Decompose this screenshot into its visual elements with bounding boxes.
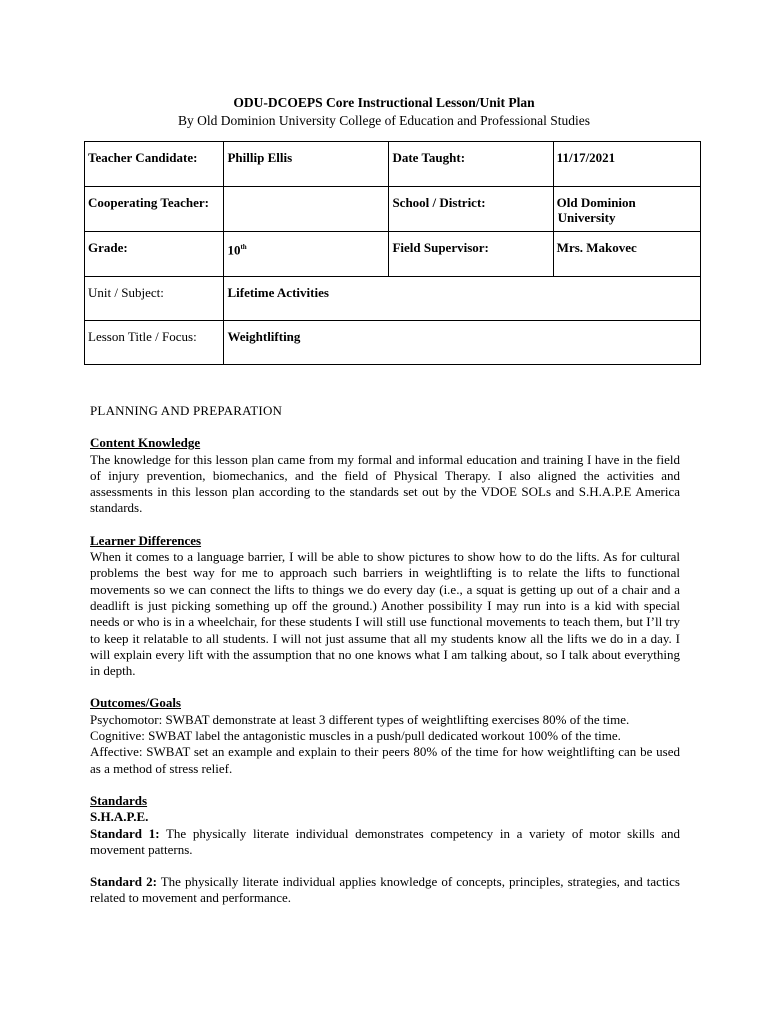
teacher-candidate-label: Teacher Candidate: [85, 142, 224, 187]
learner-differences-heading: Learner Differences [90, 532, 202, 548]
school-value-line2: University [557, 210, 616, 225]
grade-number: 10 [227, 242, 241, 258]
standard-1-text: The physically literate individual demonstrates competency in a variety of motor skills and movement patterns. [90, 825, 680, 857]
standard-1-label: Standard 1: [90, 825, 160, 841]
table-row [85, 277, 701, 321]
standard-2 [90, 874, 680, 907]
grade-suffix: th [240, 243, 247, 251]
plan-body [90, 403, 680, 907]
table-row [85, 187, 701, 232]
lesson-title-label: Lesson Title / Focus: [85, 321, 224, 365]
school-value-line1: Old Dominion [556, 195, 636, 210]
table-row [85, 142, 701, 187]
lesson-title-value: Weightlifting [224, 321, 701, 365]
standards-heading: Standards [90, 792, 148, 808]
table-row [85, 232, 701, 277]
teacher-candidate-value: Phillip Ellis [224, 142, 389, 187]
learner-differences-text: When it comes to a language barrier, I will be able to show pictures to show how to do the lifts. As for cultural problems the best way for me to approach such barriers in weightlifting is to relate the lifts to functional movements so we can connect the lifts to things we do every day (i.e., a squat is getting up out of a chair and a deadlift is just picking something up off the ground.) Another possibility I may run into is a kid with special needs or who is in a wheelchair, for these students I will still use functional movements to teach them, but I’ll try to keep it relatable to all students. I will not just assume that all my students know all the lifts we do in a day. I will explain every lift with the assumption that no one knows what I am talking about, so I talk about everything in depth. [90, 549, 680, 679]
outcomes-heading: Outcomes/Goals [90, 695, 181, 711]
standard-2-text: The physically literate individual applies knowledge of concepts, principles, strategies, and tactics related to movement and performance. [90, 874, 680, 906]
date-taught-label: Date Taught: [389, 142, 553, 187]
field-supervisor-label: Field Supervisor: [389, 232, 553, 277]
grade-value [224, 232, 389, 277]
lesson-info-table [84, 141, 701, 365]
content-knowledge-text: The knowledge for this lesson plan came from my formal and informal education and training I have in the field of injury prevention, biomechanics, and the field of Physical Therapy. I also aligned the activities and assessments in this lesson plan according to the standards set out by the VDOE SOLs and S.H.A.P.E America standards. [90, 451, 680, 516]
cooperating-teacher-value [224, 187, 389, 232]
school-district-value [553, 187, 700, 232]
cooperating-teacher-label: Cooperating Teacher: [85, 187, 224, 232]
table-row [85, 321, 701, 365]
standard-1 [90, 826, 680, 859]
planning-heading: PLANNING AND PREPARATION [90, 403, 283, 418]
standards-subheading: S.H.A.P.E. [90, 809, 149, 825]
unit-subject-value: Lifetime Activities [224, 277, 701, 321]
outcome-affective: Affective: SWBAT set an example and explain to their peers 80% of the time for how weightlifting can be used as a method of stress relief. [90, 744, 680, 776]
outcome-cognitive: Cognitive: SWBAT label the antagonistic muscles in a push/pull dedicated workout 100% of the time. [90, 728, 621, 744]
date-taught-value: 11/17/2021 [553, 142, 700, 187]
standard-2-label: Standard 2: [90, 874, 157, 890]
document-subtitle: By Old Dominion University College of Education and Professional Studies [177, 113, 591, 128]
field-supervisor-value: Mrs. Makovec [553, 232, 700, 277]
document-title: ODU-DCOEPS Core Instructional Lesson/Unit Plan [233, 95, 535, 110]
content-knowledge-heading: Content Knowledge [90, 435, 201, 451]
outcome-psychomotor: Psychomotor: SWBAT demonstrate at least 3 different types of weightlifting exercises 80% of the time. [90, 711, 630, 727]
grade-label: Grade: [85, 232, 224, 277]
school-district-label: School / District: [389, 187, 553, 232]
unit-subject-label: Unit / Subject: [85, 277, 224, 321]
